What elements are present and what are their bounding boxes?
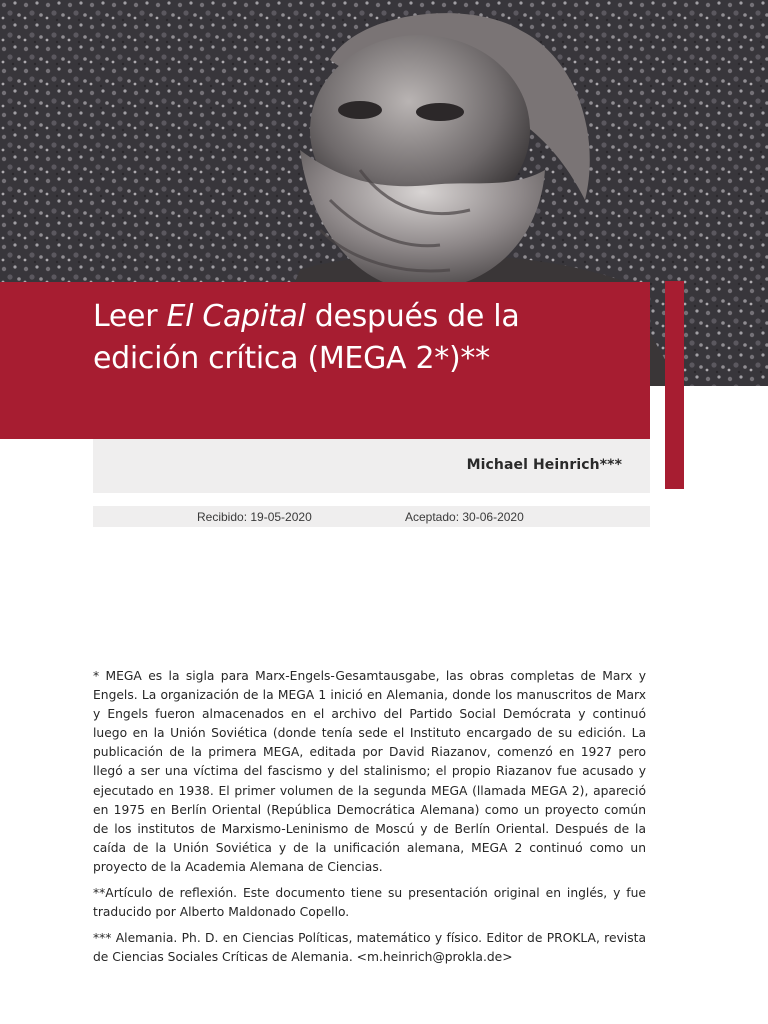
author-name: Michael Heinrich*** (466, 457, 622, 473)
author-band (93, 439, 650, 493)
title-italic: El Capital (166, 299, 306, 334)
received-date: Recibido: 19-05-2020 (197, 510, 312, 524)
footnote-author: *** Alemania. Ph. D. en Ciencias Políticas, matemático y físico. Editor de PROKLA, revista de Ciencias Sociales Críticas de Alemania. <m.heinrich@prokla.de> (93, 931, 646, 965)
footnote-article-type: **Artículo de reflexión. Este documento tiene su presentación original en inglés, y fue traducido por Alberto Maldonado Copello. (93, 886, 646, 920)
accent-bar (665, 281, 684, 489)
footnotes (93, 667, 646, 974)
article-title: Leer El Capital después de la edición crítica (MEGA 2*)** (93, 299, 520, 376)
accepted-date: Aceptado: 30-06-2020 (405, 510, 524, 524)
footnote-mega: * MEGA es la sigla para Marx-Engels-Gesamtausgabe, las obras completas de Marx y Engels. La organización de la MEGA 1 inició en Alemania, donde los manuscritos de Marx y Engels fueron almacenados en el archivo del Partido Social Demócrata y continuó luego en la Unión Soviética (donde tenía sede el Instituto encargado de su edición. La publicación de la primera MEGA, editada por David Riazanov, comenzó en 1927 pero llegó a ser una víctima del fascismo y del stalinismo; el propio Riazanov fue acusado y ejecutado en 1938. El primer volumen de la segunda MEGA (llamada MEGA 2), apareció en 1975 en Berlín Oriental (República Democrática Alemana) como un proyecto común de los institutos de Marxismo-Leninismo de Moscú y de Berlín Oriental. Después de la caída de la Unión Soviética y de la unificación alemana, MEGA 2 continuó como un proyecto de la Academia Alemana de Ciencias. (93, 669, 646, 874)
dates-band (93, 506, 650, 527)
